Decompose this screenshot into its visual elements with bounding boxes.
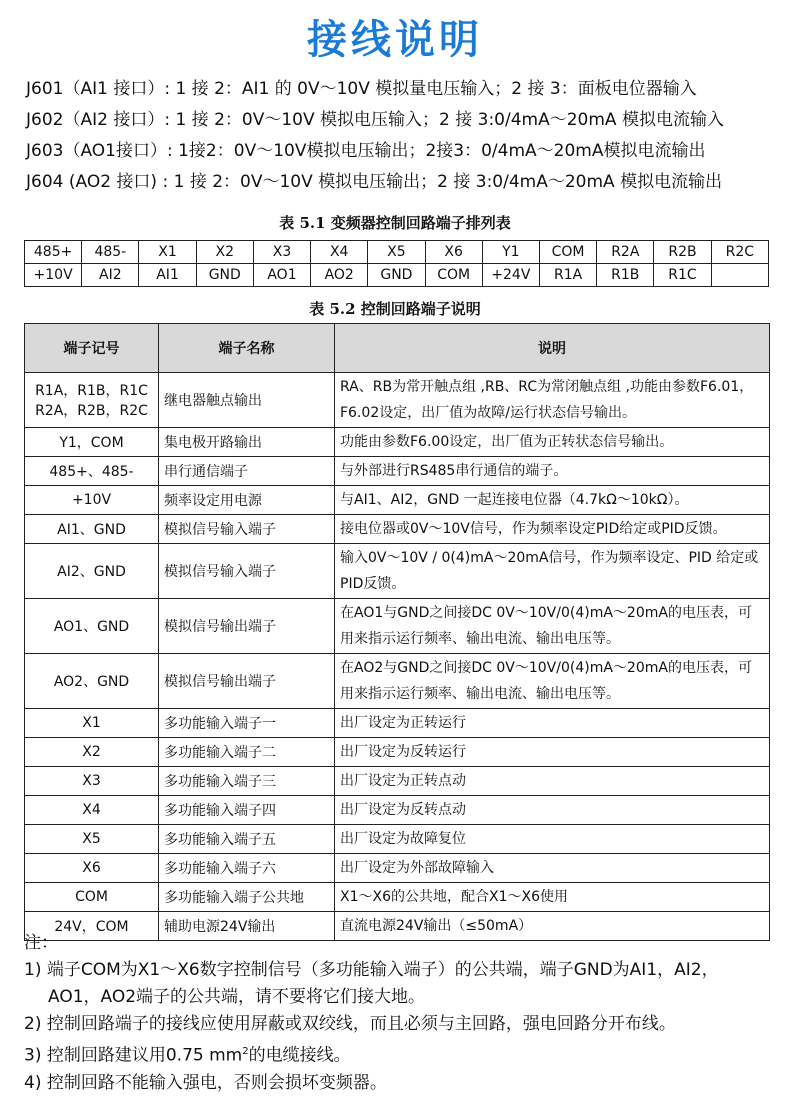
jumper-j601: J601（AI1 接口）: 1 接 2：AI1 的 0V～10V 模拟量电压输入；2 接 3：面板电位器输入 (26, 79, 697, 99)
terminal-symbol: X5 (25, 825, 159, 854)
table-row (25, 738, 770, 767)
table-header-row (25, 324, 770, 373)
header-description: 说明 (335, 324, 770, 373)
terminal-description: 出厂设定为故障复位 (335, 825, 770, 854)
note-3-superscript: 2 (242, 1046, 249, 1057)
notes-label: 注： (24, 933, 58, 953)
note-1-continued: AO1，AO2端子的公共端，请不要将它们接大地。 (48, 987, 426, 1007)
terminal-row-top (25, 241, 769, 264)
terminal-symbol: 24V，COM (25, 912, 159, 941)
terminal-description: 与AI1、AI2，GND 一起连接电位器（4.7kΩ～10kΩ）。 (335, 486, 770, 515)
terminal-cell (711, 264, 768, 287)
terminal-symbol: COM (25, 883, 159, 912)
table-row (25, 486, 770, 515)
terminal-description: 在AO2与GND之间接DC 0V～10V/0(4)mA～20mA的电压表，可用来指示运行频率、输出电流、输出电压等。 (335, 654, 770, 709)
terminal-cell: GND (196, 264, 253, 287)
note-3-tail: 的电缆接线。 (248, 1045, 351, 1066)
terminal-cell: X6 (425, 241, 482, 264)
terminal-cell: R1C (654, 264, 711, 287)
note-4: 4) 控制回路不能输入强电，否则会损坏变频器。 (24, 1072, 387, 1093)
terminal-symbol: AO2、GND (25, 654, 159, 709)
terminal-name: 多功能输入端子一 (159, 709, 335, 738)
terminal-cell: COM (425, 264, 482, 287)
jumper-j604: J604 (AO2 接口) : 1 接 2：0V～10V 模拟电压输出；2 接 3:0/4mA～20mA 模拟电流输出 (26, 172, 723, 192)
note-3 (24, 1038, 774, 1070)
terminal-cell: X4 (311, 241, 368, 264)
terminal-description: 出厂设定为反转运行 (335, 738, 770, 767)
terminal-name: 多功能输入端子二 (159, 738, 335, 767)
terminal-name: 模拟信号输入端子 (159, 544, 335, 599)
terminal-description: X1～X6的公共地，配合X1～X6使用 (335, 883, 770, 912)
terminal-description: RA、RB为常开触点组 ,RB、RC为常闭触点组 ,功能由参数F6.01，F6.02设定，出厂值为故障/运行状态信号输出。 (335, 373, 770, 428)
terminal-name: 频率设定用电源 (159, 486, 335, 515)
terminal-cell: AI1 (139, 264, 196, 287)
terminal-arrangement-table (24, 240, 769, 287)
terminal-description: 功能由参数F6.00设定，出厂值为正转状态信号输出。 (335, 428, 770, 457)
terminal-cell: Y1 (482, 241, 539, 264)
jumper-descriptions (26, 74, 786, 198)
table-row (25, 883, 770, 912)
table-row (25, 709, 770, 738)
table2-caption: 表 5.2 控制回路端子说明 (309, 300, 481, 318)
note-3-text: 3) 控制回路建议用0.75 mm (24, 1045, 243, 1066)
terminal-name: 多功能输入端子五 (159, 825, 335, 854)
page-title: 接线说明 (307, 17, 483, 63)
terminal-symbol: Y1，COM (25, 428, 159, 457)
table-row (25, 515, 770, 544)
terminal-name: 多功能输入端子公共地 (159, 883, 335, 912)
terminal-cell: R2A (597, 241, 654, 264)
terminal-description: 在AO1与GND之间接DC 0V～10V/0(4)mA～20mA的电压表，可用来指示运行频率、输出电流、输出电压等。 (335, 599, 770, 654)
table-row (25, 796, 770, 825)
terminal-cell: +24V (482, 264, 539, 287)
terminal-cell: R1A (539, 264, 596, 287)
header-symbol: 端子记号 (25, 324, 159, 373)
jumper-j602: J602（AI2 接口）: 1 接 2：0V～10V 模拟电压输入；2 接 3:0/4mA～20mA 模拟电流输入 (26, 110, 724, 130)
table-row (25, 825, 770, 854)
terminal-description: 输入0V～10V / 0(4)mA～20mA信号，作为频率设定、PID 给定或PID反馈。 (335, 544, 770, 599)
note-1: 1) 端子COM为X1～X6数字控制信号（多功能输入端子）的公共端，端子GND为AI1，AI2， (24, 960, 719, 980)
terminal-cell: GND (368, 264, 425, 287)
terminal-symbol: +10V (25, 486, 159, 515)
table-row (25, 767, 770, 796)
terminal-description: 出厂设定为正转运行 (335, 709, 770, 738)
terminal-name: 集电极开路输出 (159, 428, 335, 457)
table-row (25, 373, 770, 428)
terminal-name: 多功能输入端子四 (159, 796, 335, 825)
terminal-description: 出厂设定为外部故障输入 (335, 854, 770, 883)
terminal-name: 模拟信号输出端子 (159, 654, 335, 709)
terminal-symbol: R1A，R1B，R1C R2A，R2B，R2C (25, 373, 159, 428)
terminal-symbol: X3 (25, 767, 159, 796)
table-row (25, 428, 770, 457)
terminal-name: 多功能输入端子三 (159, 767, 335, 796)
terminal-row-bottom (25, 264, 769, 287)
table-row (25, 544, 770, 599)
terminal-cell: X1 (139, 241, 196, 264)
terminal-cell: X2 (196, 241, 253, 264)
terminal-symbol: X6 (25, 854, 159, 883)
terminal-symbol: 485+、485- (25, 457, 159, 486)
notes-section (24, 930, 774, 1097)
terminal-description-table (24, 323, 770, 941)
terminal-name: 串行通信端子 (159, 457, 335, 486)
terminal-symbol: AI1、GND (25, 515, 159, 544)
table-row (25, 654, 770, 709)
terminal-cell: X5 (368, 241, 425, 264)
terminal-symbol: X4 (25, 796, 159, 825)
terminal-symbol: X1 (25, 709, 159, 738)
terminal-description: 出厂设定为反转点动 (335, 796, 770, 825)
terminal-cell: 485+ (25, 241, 82, 264)
terminal-cell: R1B (597, 264, 654, 287)
table-row (25, 854, 770, 883)
header-name: 端子名称 (159, 324, 335, 373)
terminal-name: 模拟信号输出端子 (159, 599, 335, 654)
terminal-cell: AO2 (311, 264, 368, 287)
table-row (25, 599, 770, 654)
terminal-name: 多功能输入端子六 (159, 854, 335, 883)
terminal-cell: R2B (654, 241, 711, 264)
terminal-description: 直流电源24V输出（≤50mA） (335, 912, 770, 941)
terminal-cell: 485- (82, 241, 139, 264)
terminal-description: 出厂设定为正转点动 (335, 767, 770, 796)
terminal-name: 继电器触点输出 (159, 373, 335, 428)
terminal-symbol: AI2、GND (25, 544, 159, 599)
note-2: 2) 控制回路端子的接线应使用屏蔽或双绞线，而且必须与主回路，强电回路分开布线。 (24, 1014, 676, 1034)
terminal-name: 辅助电源24V输出 (159, 912, 335, 941)
table1-caption: 表 5.1 变频器控制回路端子排列表 (279, 214, 511, 232)
terminal-description: 与外部进行RS485串行通信的端子。 (335, 457, 770, 486)
terminal-cell: COM (539, 241, 596, 264)
terminal-cell: X3 (253, 241, 310, 264)
terminal-cell: +10V (25, 264, 82, 287)
terminal-description: 接电位器或0V～10V信号，作为频率设定PID给定或PID反馈。 (335, 515, 770, 544)
terminal-name: 模拟信号输入端子 (159, 515, 335, 544)
terminal-cell: AI2 (82, 264, 139, 287)
table-row (25, 457, 770, 486)
terminal-cell: AO1 (253, 264, 310, 287)
jumper-j603: J603（AO1接口）: 1接2：0V～10V模拟电压输出；2接3：0/4mA～20mA模拟电流输出 (26, 141, 706, 161)
terminal-cell: R2C (711, 241, 768, 264)
terminal-symbol: AO1、GND (25, 599, 159, 654)
terminal-symbol: X2 (25, 738, 159, 767)
